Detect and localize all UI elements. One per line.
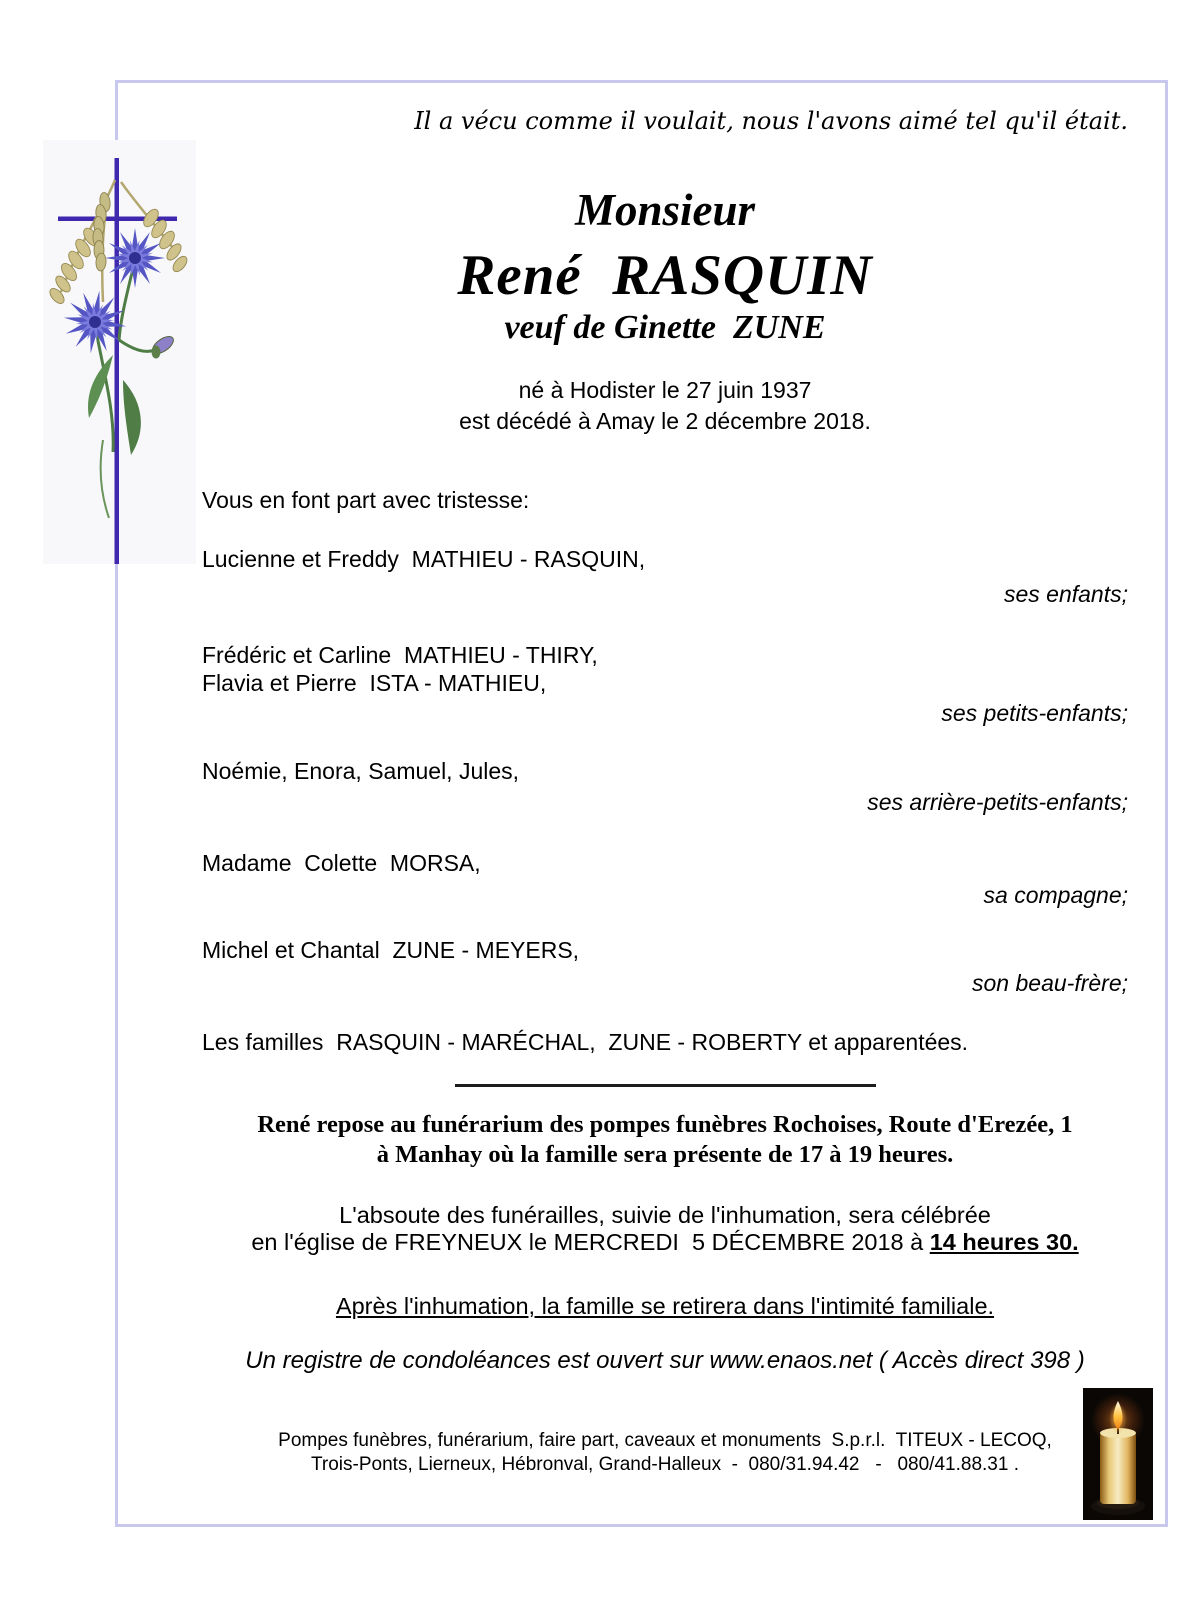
intro-line: Vous en font part avec tristesse: <box>202 487 530 513</box>
privacy-line: Après l'inhumation, la famille se retirera dans l'intimité familiale. <box>335 1293 995 1319</box>
leaf <box>123 380 141 455</box>
funeral-home-footer-line-1: Pompes funèbres, funérarium, faire part, caveaux et monuments S.p.r.l. TITEUX - LECOQ, <box>278 1430 1052 1451</box>
widower-subheading: veuf de Ginette ZUNE <box>504 309 826 346</box>
family-relation: ses enfants; <box>1003 581 1128 607</box>
service-line-2 <box>202 1228 1128 1257</box>
salutation-heading: Monsieur <box>574 185 756 235</box>
family-name: Madame Colette MORSA, <box>202 850 481 876</box>
condolence-register-line: Un registre de condoléances est ouvert sur www.enaos.net ( Accès direct 398 ) <box>245 1347 1085 1374</box>
candle-icon <box>1083 1388 1153 1520</box>
family-name: Noémie, Enora, Samuel, Jules, <box>202 758 520 784</box>
service-line-1: L'absoute des funérailles, suivie de l'inhumation, sera célébrée <box>339 1202 991 1228</box>
cross-and-cornflowers-illustration <box>43 140 196 564</box>
cross-and-cornflowers-icon <box>43 140 196 564</box>
service-line-2-text: en l'église de FREYNEUX le MERCREDI 5 DÉCEMBRE 2018 à <box>251 1229 930 1255</box>
repose-line-2: à Manhay où la famille sera présente de 17 à 19 heures. <box>376 1141 954 1168</box>
family-name: Lucienne et Freddy MATHIEU - RASQUIN, <box>202 546 646 572</box>
family-relation: son beau-frère; <box>972 970 1128 996</box>
family-relation: sa compagne; <box>983 882 1128 908</box>
burning-candle-photo <box>1083 1388 1153 1520</box>
memorial-quote: Il a vécu comme il voulait, nous l'avons aimé tel qu'il était. <box>414 107 1128 135</box>
family-relation: ses petits-enfants; <box>941 700 1128 726</box>
family-name: Michel et Chantal ZUNE - MEYERS, <box>202 937 580 963</box>
service-time: 14 heures 30. <box>929 1229 1079 1255</box>
family-name: Flavia et Pierre ISTA - MATHIEU, <box>202 670 547 696</box>
funeral-home-footer-line-2: Trois-Ponts, Lierneux, Hébronval, Grand-Halleux - 080/31.94.42 - 080/41.88.31 . <box>311 1454 1019 1475</box>
deceased-name-heading: René RASQUIN <box>457 244 873 307</box>
families-line: Les familles RASQUIN - MARÉCHAL, ZUNE - ROBERTY et apparentées. <box>202 1029 969 1055</box>
death-line: est décédé à Amay le 2 décembre 2018. <box>459 408 871 434</box>
birth-line: né à Hodister le 27 juin 1937 <box>518 377 812 403</box>
family-name: Frédéric et Carline MATHIEU - THIRY, <box>202 642 598 668</box>
repose-line-1: René repose au funérarium des pompes funèbres Rochoises, Route d'Erezée, 1 <box>257 1111 1073 1138</box>
section-divider <box>455 1084 876 1087</box>
family-relation: ses arrière-petits-enfants; <box>867 789 1128 815</box>
